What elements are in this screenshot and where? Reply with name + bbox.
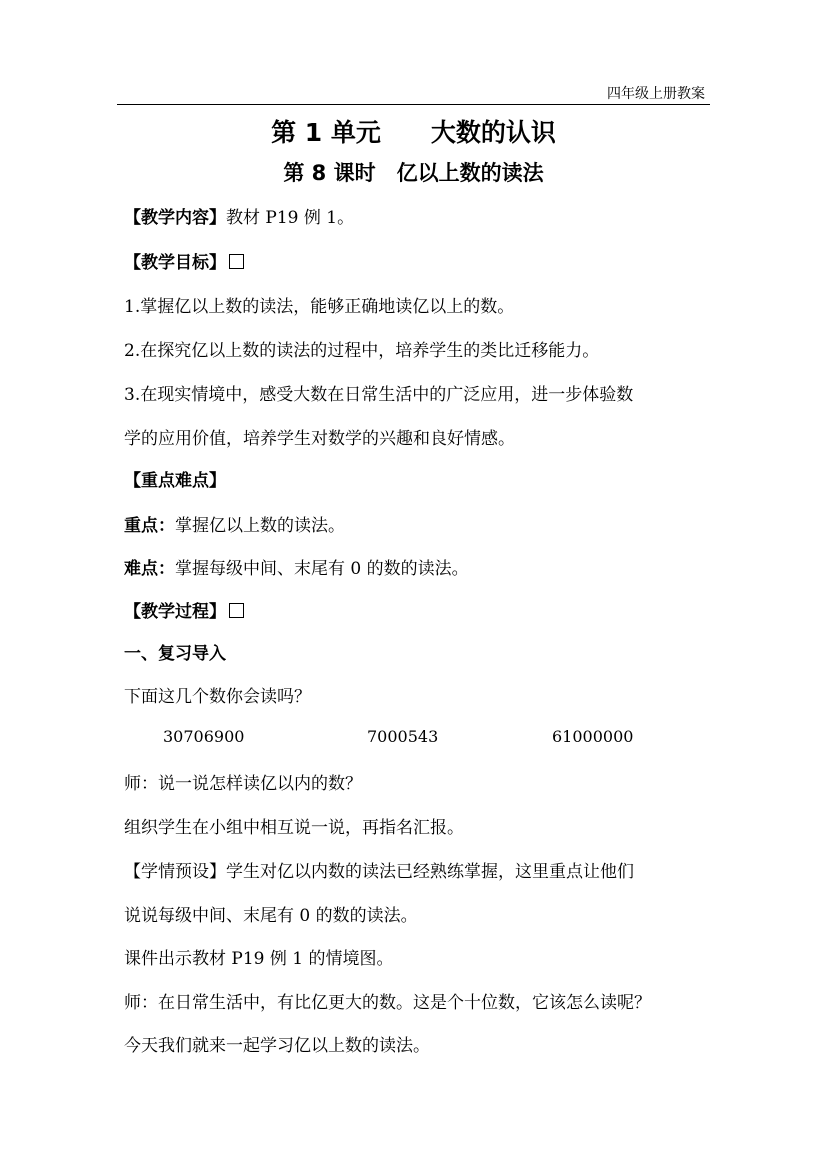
teaching-goals-heading: [124, 248, 244, 273]
goal-1: 1.掌握亿以上数的读法，能够正确地读亿以上的数。: [124, 297, 515, 317]
goal-3-continued: 学的应用价值，培养学生对数学的兴趣和良好情感。: [124, 429, 515, 449]
review-question: 下面这几个数你会读吗？: [124, 687, 311, 707]
number-item: 61000000: [552, 727, 634, 746]
learning-preset-continued: 说说每级中间、末尾有 0 的数的读法。: [124, 906, 418, 926]
key-point-line: [124, 511, 345, 536]
checkbox-icon: [229, 254, 244, 269]
unit-title: 第 1 单元 大数的认识: [271, 118, 556, 147]
checkbox-icon: [229, 603, 244, 618]
header-divider: [117, 104, 710, 105]
courseware-note: 课件出示教材 P19 例 1 的情境图。: [124, 949, 394, 969]
group-activity: 组织学生在小组中相互说一说，再指名汇报。: [124, 818, 464, 838]
key-point-label: 重点：: [124, 516, 175, 536]
difficulty-label: 难点：: [124, 559, 175, 579]
difficulty-line: [124, 554, 469, 579]
difficulty-text: 掌握每级中间、末尾有 0 的数的读法。: [175, 559, 469, 579]
teaching-content-line: [124, 203, 354, 228]
learning-preset: 【学情预设】学生对亿以内数的读法已经熟练掌握，这里重点让他们: [124, 862, 634, 882]
key-points-heading: 【重点难点】: [124, 471, 226, 491]
goal-3: 3.在现实情境中，感受大数在日常生活中的广泛应用，进一步体验数: [124, 385, 634, 405]
teaching-content-label: 【教学内容】: [124, 208, 226, 228]
teaching-goals-label: 【教学目标】: [124, 253, 226, 273]
number-item: 7000543: [367, 727, 439, 746]
header-text: 四年级上册教案: [607, 86, 705, 102]
teacher-intro-continued: 今天我们就来一起学习亿以上数的读法。: [124, 1036, 430, 1056]
teaching-process-label: 【教学过程】: [124, 602, 226, 622]
teacher-intro: 师：在日常生活中，有比亿更大的数。这是个十位数，它该怎么读呢？: [124, 993, 651, 1013]
section-review-heading: 一、复习导入: [124, 644, 226, 664]
teaching-process-heading: [124, 597, 244, 622]
teaching-content-text: 教材 P19 例 1。: [226, 208, 355, 228]
number-item: 30706900: [163, 727, 245, 746]
lesson-title: 第 8 课时 亿以上数的读法: [283, 161, 544, 185]
teacher-question: 师：说一说怎样读亿以内的数？: [124, 774, 362, 794]
goal-2: 2.在探究亿以上数的读法的过程中，培养学生的类比迁移能力。: [124, 341, 600, 361]
key-point-text: 掌握亿以上数的读法。: [175, 516, 345, 536]
